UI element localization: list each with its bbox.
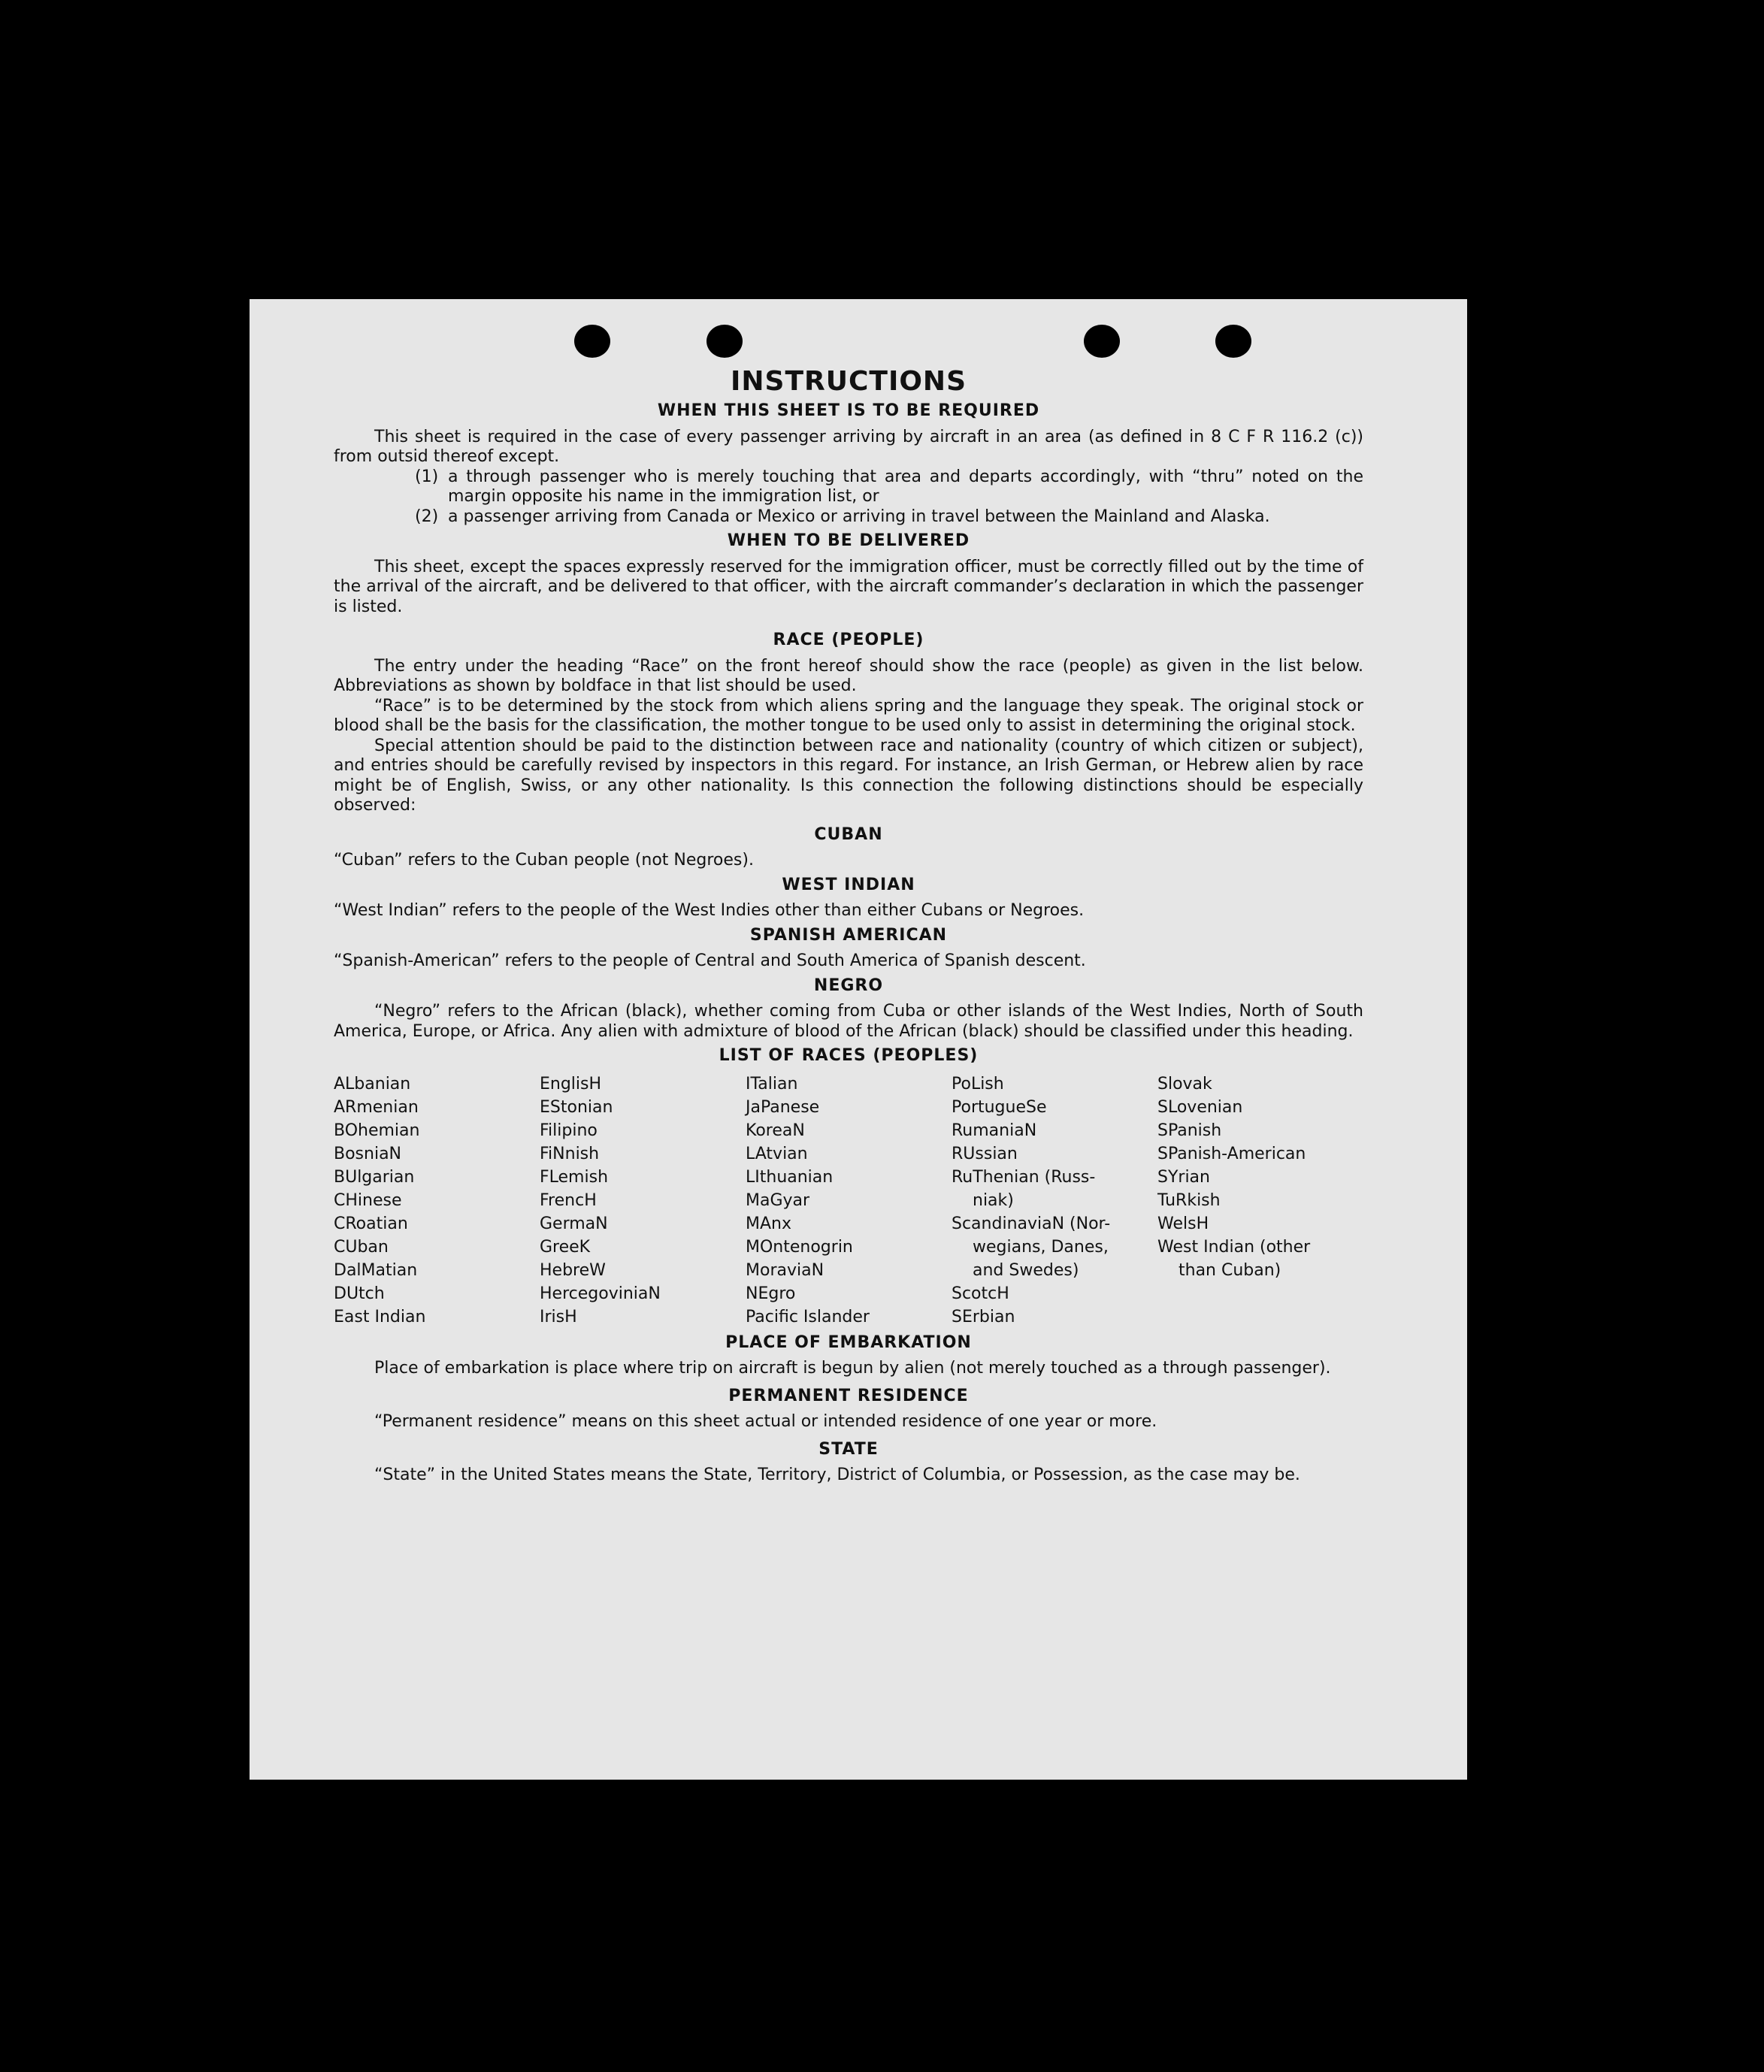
section-heading: STATE: [818, 1439, 879, 1459]
paragraph: Place of embarkation is place where trip on aircraft is begun by alien (not merely touched as a through passenger).: [374, 1359, 1331, 1378]
instructions-content: [334, 367, 1363, 1486]
punch-hole: [574, 325, 610, 358]
race-entry: LIthuanian: [746, 1167, 834, 1187]
race-entry: LAtvian: [746, 1144, 808, 1163]
race-entry: wegians, Danes,: [973, 1237, 1109, 1257]
race-entry: RumaniaN: [952, 1121, 1037, 1140]
race-column: [540, 1072, 746, 1329]
race-entry: SLovenian: [1157, 1097, 1243, 1117]
race-entry: niak): [973, 1190, 1014, 1210]
race-entry: West Indian (other: [1157, 1237, 1311, 1257]
section-heading: LIST OF RACES (PEOPLES): [719, 1046, 979, 1065]
race-entry: GermaN: [540, 1214, 608, 1233]
paragraph: “Spanish-American” refers to the people of Central and South America of Spanish descent.: [334, 951, 1086, 970]
list-item: [415, 467, 1363, 507]
race-entry: MOntenogrin: [746, 1237, 853, 1257]
race-entry: PortugueSe: [952, 1097, 1047, 1117]
race-entry: CRoatian: [334, 1214, 408, 1233]
paragraph: “Cuban” refers to the Cuban people (not Negroes).: [334, 851, 754, 870]
race-entry: MoraviaN: [746, 1260, 825, 1280]
race-entry: WelsH: [1157, 1214, 1209, 1233]
race-entry: than Cuban): [1179, 1260, 1281, 1280]
race-entry: NEgro: [746, 1284, 796, 1303]
section-heading: SPANISH AMERICAN: [749, 925, 948, 945]
race-entry: East Indian: [334, 1307, 426, 1326]
item-text: a through passenger who is merely touching that area and departs accordingly, with “thru” noted on the margin opposite his name in the immigration list, or: [448, 467, 1363, 506]
race-entry: ScandinaviaN (Nor-: [952, 1214, 1111, 1233]
paragraph: “State” in the United States means the State, Territory, District of Columbia, or Possession, as the case may be.: [374, 1466, 1300, 1484]
race-entry: Pacific Islander: [746, 1307, 870, 1326]
race-entry: ITalian: [746, 1074, 798, 1093]
page-title: INSTRUCTIONS: [731, 366, 967, 397]
race-entry: SYrian: [1157, 1167, 1210, 1187]
race-entry: ScotcH: [952, 1284, 1009, 1303]
race-entry: JaPanese: [746, 1097, 820, 1117]
section-heading: PLACE OF EMBARKATION: [725, 1332, 972, 1352]
item-text: a passenger arriving from Canada or Mexico or arriving in travel between the Mainland and Alaska.: [448, 507, 1270, 526]
paragraph: “Negro” refers to the African (black), whether coming from Cuba or other islands of the West Indies, North of South America, Europe, or Africa. Any alien with admixture of blood of the African (black) should be classified under this heading.: [334, 1002, 1363, 1041]
race-entry: HebreW: [540, 1260, 606, 1280]
list-item: [415, 507, 1363, 528]
race-entry: FrencH: [540, 1190, 597, 1210]
race-entry: MAnx: [746, 1214, 791, 1233]
race-entry: IrisH: [540, 1307, 577, 1326]
race-entry: BOhemian: [334, 1121, 420, 1140]
race-entry: Slovak: [1157, 1074, 1212, 1093]
race-entry: DalMatian: [334, 1260, 418, 1280]
race-column: [1157, 1072, 1363, 1329]
race-entry: SErbian: [952, 1307, 1015, 1326]
race-entry: DUtch: [334, 1284, 385, 1303]
section-heading: NEGRO: [813, 976, 884, 995]
paragraph: The entry under the heading “Race” on the front hereof should show the race (people) as given in the list below. Abbreviations as shown by boldface in that list should be used.: [334, 656, 1363, 695]
paragraph: “Permanent residence” means on this sheet actual or intended residence of one year or more.: [374, 1412, 1157, 1431]
race-column: [334, 1072, 540, 1329]
race-entry: CUban: [334, 1237, 389, 1257]
race-entry: EnglisH: [540, 1074, 602, 1093]
bleed-through-text: [655, 338, 1407, 362]
race-entry: ALbanian: [334, 1074, 411, 1093]
paragraph: Special attention should be paid to the distinction between race and nationality (country of which citizen or subject), and entries should be carefully revised by inspectors in this regard. For instance, an Irish German, or Hebrew alien by race might be of English, Swiss, or any other nationality. Is this connection the following distinctions should be especially observed:: [334, 736, 1363, 815]
race-entry: ARmenian: [334, 1097, 419, 1117]
race-entry: EStonian: [540, 1097, 613, 1117]
race-entry: BosniaN: [334, 1144, 402, 1163]
race-entry: FLemish: [540, 1167, 609, 1187]
item-number: (1): [415, 467, 439, 486]
race-entry: MaGyar: [746, 1190, 810, 1210]
race-entry: TuRkish: [1157, 1190, 1221, 1210]
race-column: [746, 1072, 952, 1329]
race-entry: FiNnish: [540, 1144, 600, 1163]
document-sheet: [250, 299, 1467, 1780]
paragraph: This sheet, except the spaces expressly reserved for the immigration officer, must be correctly filled out by the time of the arrival of the aircraft, and be delivered to that officer, with the aircraft commander’s declaration in which the passenger is listed.: [334, 557, 1363, 616]
paragraph: This sheet is required in the case of every passenger arriving by aircraft in an area (as defined in 8 C F R 116.2 (c)) from outsid thereof except.: [334, 427, 1363, 466]
race-entry: RUssian: [952, 1144, 1018, 1163]
item-number: (2): [415, 507, 439, 526]
paragraph: “West Indian” refers to the people of the West Indies other than either Cubans or Negroes.: [334, 901, 1085, 920]
section-heading: RACE (PEOPLE): [773, 631, 924, 649]
race-entry: and Swedes): [973, 1260, 1079, 1280]
section-heading: PERMANENT RESIDENCE: [728, 1386, 969, 1405]
race-entry: Filipino: [540, 1121, 598, 1140]
section-heading: WHEN TO BE DELIVERED: [727, 531, 970, 550]
section-heading: WHEN THIS SHEET IS TO BE REQUIRED: [657, 401, 1040, 420]
race-entry: KoreaN: [746, 1121, 805, 1140]
race-column: [952, 1072, 1157, 1329]
race-entry: RuThenian (Russ-: [952, 1167, 1096, 1187]
race-entry: SPanish-American: [1157, 1144, 1306, 1163]
race-entry: CHinese: [334, 1190, 402, 1210]
race-entry: PoLish: [952, 1074, 1004, 1093]
paragraph: “Race” is to be determined by the stock from which aliens spring and the language they speak. The original stock or blood shall be the basis for the classification, the mother tongue to be used only to assist in determining the original stock.: [334, 696, 1363, 735]
section-heading: WEST INDIAN: [782, 875, 915, 894]
section-heading: CUBAN: [814, 824, 883, 844]
race-entry: HercegoviniaN: [540, 1284, 661, 1303]
race-entry: BUlgarian: [334, 1167, 415, 1187]
races-list: [334, 1072, 1363, 1329]
race-entry: SPanish: [1157, 1121, 1222, 1140]
race-entry: GreeK: [540, 1237, 591, 1257]
